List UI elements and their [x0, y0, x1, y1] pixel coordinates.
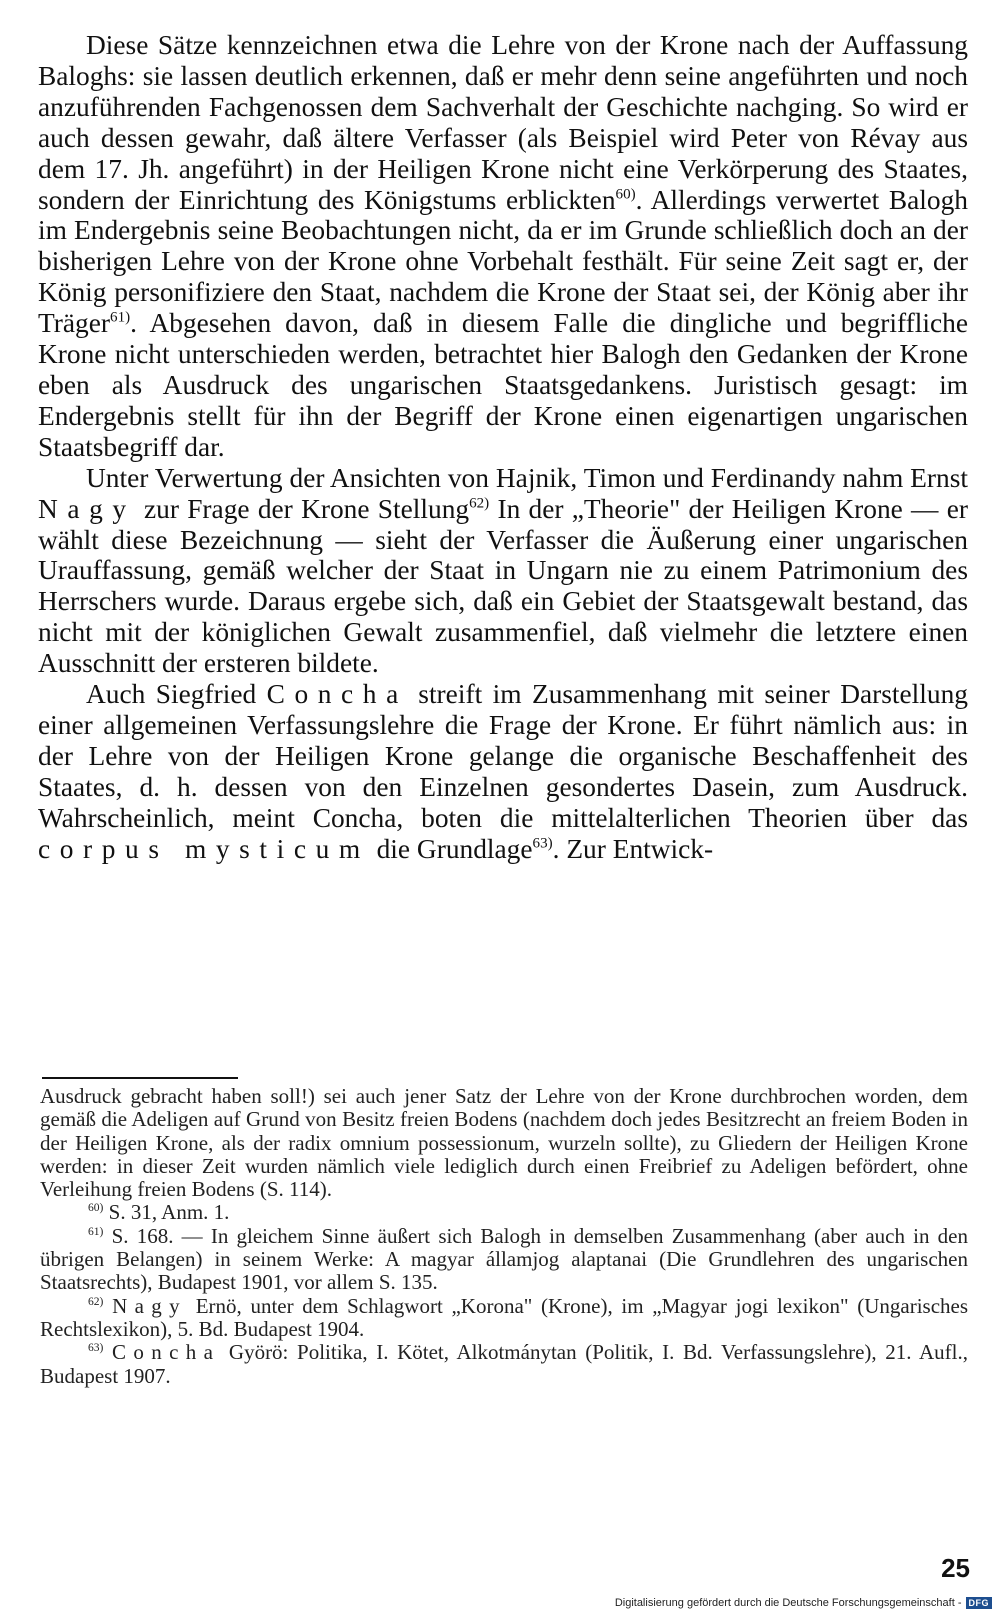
dfg-logo-icon: DFG — [966, 1597, 993, 1609]
spaced-name-nagy: Nagy — [38, 493, 136, 524]
footnotes — [40, 1085, 968, 1388]
main-text — [38, 30, 968, 864]
footnote-62: $^{62)}$ Nagy Ernö, unter dem Schlagwort „Korona" (Krone), im „Magyar jogi lexikon" (Ungarisches Rechtslexikon), 5. Bd. Budapest 1904. — [40, 1293, 969, 1341]
credit-text: Digitalisierung gefördert durch die Deutsche Forschungsgemeinschaft - — [614, 1597, 962, 1609]
footnote-61: $^{61)}$ S. 168. — In gleichem Sinne äußert sich Balogh in demselben Zusammenhang (aber auch in den übrigen Belangen) in seinem Werke: A magyar államjog alaptanai (Die Grundlehren des ungarischen Staatsrechts), Budapest 1901, vor allem S. 135. — [40, 1223, 968, 1295]
paragraph-3: Auch Siegfried Concha streift im Zusammenhang mit seiner Darstellung einer allgemeinen Verfassungslehre die Frage der Krone. Er führt nämlich aus: in der Lehre von der Heiligen Krone gelange die organische Beschaffenheit des Staates, d. h. dessen von den Einzelnen gesondertes Dasein, zum Ausdruck. Wahrscheinlich, meint Concha, boten die mittelalterlichen Theorien über das corpus mysticum die Grundlage$^{63)}$. Zur Entwick- — [38, 679, 968, 864]
paragraph-1: Diese Sätze kennzeichnen etwa die Lehre von der Krone nach der Auffassung Baloghs: sie lassen deutlich erkennen, daß er mehr denn seine angeführten und noch anzuführenden Fachgenossen dem Sachverhalt der Geschichte nachging. So wird er auch dessen gewahr, daß ältere Verfasser (als Beispiel wird Peter von Révay aus dem 17. Jh. angeführt) in der Heiligen Krone nicht eine Verkörperung des Staates, sondern der Einrichtung des Königstums erblickten$^{60)}$. Allerdings verwertet Balogh im Endergebnis seine Beobachtungen nicht, da er im Grunde schließlich doch an der bisherigen Lehre von der Krone ohne Vorbehalt festhält. Für seine Zeit sagt er, der König personifiziere den Staat, nachdem die Krone der Staat sei, der König aber ihr Träger$^{61)}$. Abgesehen davon, daß in diesem Falle die dingliche und begriffliche Krone nicht unterschieden werden, betrachtet hier Balogh den Gedanken der Krone eben als Ausdruck des ungarischen Staatsgedankens. Juristisch gesagt: im Endergebnis stellt für ihn der Begriff der Krone einen eigenartigen ungarischen Staatsbegriff dar. — [38, 30, 969, 462]
footnote-ref-63: 63) — [532, 835, 553, 852]
footnote-60: $^{60)}$ S. 31, Anm. 1. — [88, 1200, 230, 1225]
footnote-divider — [42, 1077, 238, 1079]
spaced-name-concha: Concha — [266, 679, 408, 710]
page-number: 25 — [941, 1553, 970, 1583]
spaced-term-corpus-mysticum: corpus mysticum — [38, 833, 370, 864]
digitization-credit — [615, 1597, 992, 1609]
footnote-continuation: Ausdruck gebracht haben soll!) sei auch jener Satz der Lehre von der Krone durchbrochen worden, dem gemäß die Adeligen auf Grund von Besitz freien Bodens (nachdem doch jedes Besitzrecht an freiem Boden in der Heiligen Krone, als der radix omnium possessionum, wurzeln sollte), zu Gliedern der Heiligen Krone werden: in dieser Zeit wurden nämlich viele lediglich durch einen Freibrief zu Adeligen befördert, ohne Verleihung freien Bodens (S. 114). — [40, 1084, 968, 1202]
footnote-ref-61: 61) — [110, 309, 131, 326]
footnote-63: $^{63)}$ Concha Györö: Politika, I. Kötet, Alkotmánytan (Politik, I. Bd. Verfassungslehre), 21. Aufl., Budapest 1907. — [40, 1340, 968, 1388]
footnote-ref-62: 62) — [469, 495, 490, 512]
paragraph-2: Unter Verwertung der Ansichten von Hajnik, Timon und Ferdinandy nahm Ernst Nagy zur Frage der Krone Stellung$^{62)}$ In der „Theorie" der Heiligen Krone — er wählt diese Bezeichnung — sieht der Verfasser die Äußerung einer ungarischen Urauffassung, gemäß welcher der Staat in Ungarn nie zu einem Patrimonium des Herrschers wurde. Daraus ergebe sich, daß ein Gebiet der Staatsgewalt bestand, das nicht mit der königlichen Gewalt zusammenfiel, daß vielmehr die letztere einen Ausschnitt der ersteren bildete. — [38, 462, 968, 679]
footnote-ref-60: 60) — [615, 185, 636, 202]
